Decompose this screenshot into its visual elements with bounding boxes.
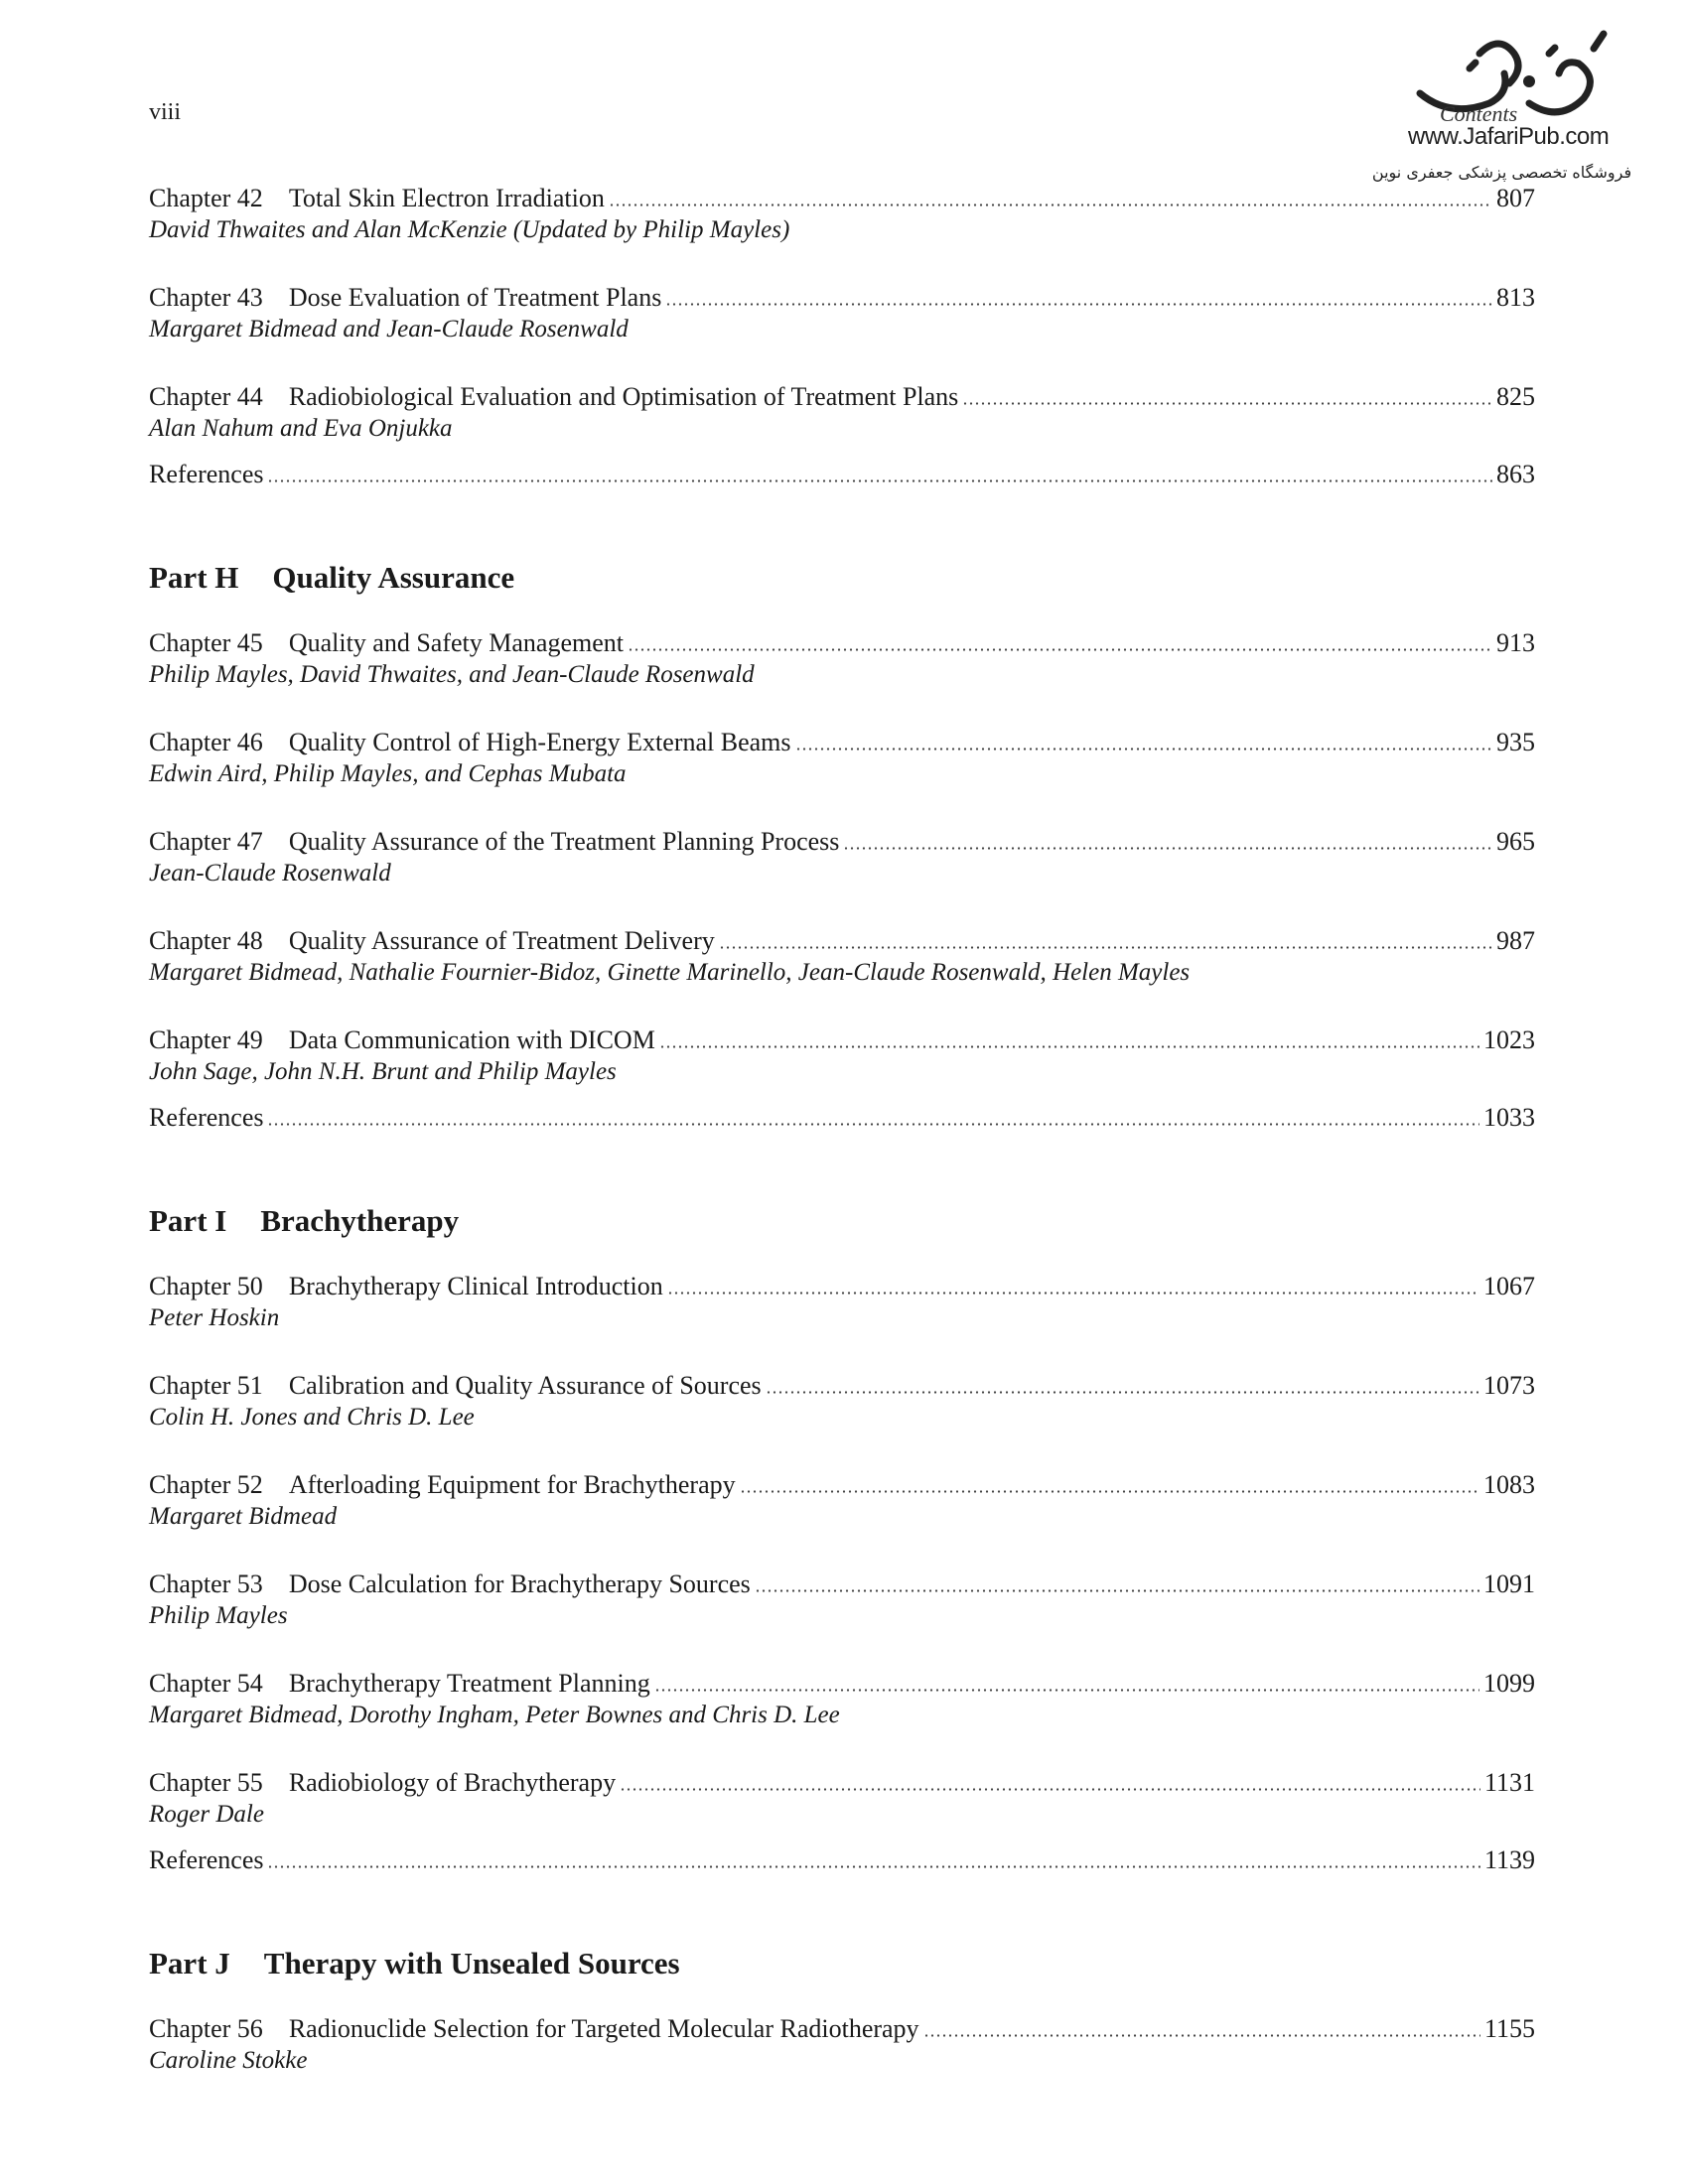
chapter-title: Dose Evaluation of Treatment Plans [288,283,662,312]
page-ref: 1073 [1483,1371,1535,1400]
chapter-title: Quality Control of High-Energy External Beams [288,728,791,756]
dot-leader [667,1292,1479,1295]
publisher-url: www.JafariPub.com [1408,123,1610,150]
toc-references-h [149,1102,1535,1134]
page-ref: 1139 [1483,1845,1535,1874]
dot-leader [628,648,1492,651]
chapter-number: Chapter 56 [149,2014,263,2043]
chapter-number: Chapter 46 [149,728,263,756]
part-title: Brachytherapy [260,1203,460,1238]
page-ref: 1033 [1483,1103,1535,1132]
page-ref: 1023 [1483,1025,1535,1054]
chapter-number: Chapter 44 [149,382,263,411]
page-ref: 1099 [1483,1669,1535,1698]
chapter-title: Calibration and Quality Assurance of Sources [288,1371,762,1400]
dot-leader [923,2034,1480,2037]
chapter-number: Chapter 52 [149,1470,263,1499]
dot-leader [654,1689,1479,1692]
publisher-watermark [1370,24,1668,193]
chapter-authors: Philip Mayles [149,1602,288,1629]
chapter-authors: Caroline Stokke [149,2047,308,2074]
dot-leader [267,1123,1479,1126]
dot-leader [755,1589,1479,1592]
toc-entry-chapter-55 [149,1767,1535,1831]
chapter-number: Chapter 43 [149,283,263,312]
chapter-title: Quality and Safety Management [288,628,624,657]
chapter-authors: John Sage, John N.H. Brunt and Philip Mayles [149,1058,617,1085]
chapter-title: Radionuclide Selection for Targeted Molecular Radiotherapy [288,2014,919,2043]
page-ref: 987 [1496,926,1535,955]
part-heading-h [149,560,1535,596]
chapter-title: Data Communication with DICOM [288,1025,655,1054]
page-ref: 1083 [1483,1470,1535,1499]
dot-leader [665,303,1492,306]
table-of-contents [149,183,1535,2113]
part-title: Quality Assurance [272,560,515,595]
chapter-number: Chapter 49 [149,1025,263,1054]
dot-leader [719,946,1492,949]
part-heading-j [149,1946,1535,1981]
page-ref: 965 [1496,827,1535,856]
chapter-authors: Margaret Bidmead and Jean-Claude Rosenwald [149,316,629,342]
chapter-title: Dose Calculation for Brachytherapy Sources [288,1570,751,1598]
dot-leader [843,847,1492,850]
chapter-authors: Philip Mayles, David Thwaites, and Jean-Claude Rosenwald [149,661,755,688]
chapter-title: Radiobiology of Brachytherapy [288,1768,617,1797]
page-ref: 935 [1496,728,1535,756]
toc-entry-chapter-54 [149,1668,1535,1731]
part-label: Part J [149,1946,230,1980]
part-heading-i [149,1203,1535,1239]
running-header: Contents [1440,101,1518,126]
page-ref: 807 [1496,184,1535,212]
page-ref: 913 [1496,628,1535,657]
chapter-number: Chapter 47 [149,827,263,856]
toc-references-g [149,459,1535,490]
part-label: Part H [149,560,239,595]
chapter-title: Quality Assurance of Treatment Delivery [288,926,715,955]
toc-entry-chapter-45 [149,627,1535,691]
chapter-authors: Peter Hoskin [149,1304,280,1331]
page-ref: 825 [1496,382,1535,411]
dot-leader [795,748,1492,751]
toc-entry-chapter-49 [149,1024,1535,1088]
references-label: References [149,460,264,488]
chapter-number: Chapter 51 [149,1371,263,1400]
dot-leader [659,1045,1479,1048]
chapter-title: Radiobiological Evaluation and Optimisation of Treatment Plans [288,382,959,411]
dot-leader [267,1865,1479,1868]
page-ref: 1067 [1483,1272,1535,1300]
page-ref: 1131 [1483,1768,1535,1797]
chapter-authors: Colin H. Jones and Chris D. Lee [149,1404,475,1431]
chapter-title: Quality Assurance of the Treatment Planning Process [288,827,840,856]
page-ref: 813 [1496,283,1535,312]
publisher-store-name: فروشگاه تخصصی پزشکی جعفری نوین [1371,163,1632,182]
chapter-title: Brachytherapy Clinical Introduction [288,1272,663,1300]
chapter-number: Chapter 48 [149,926,263,955]
toc-entry-chapter-47 [149,826,1535,889]
toc-entry-chapter-48 [149,925,1535,989]
dot-leader [962,402,1492,405]
references-label: References [149,1845,264,1874]
page-number: viii [149,99,182,125]
chapter-authors: Edwin Aird, Philip Mayles, and Cephas Mubata [149,760,627,787]
chapter-authors: David Thwaites and Alan McKenzie (Updated by Philip Mayles) [149,216,790,243]
chapter-authors: Margaret Bidmead, Nathalie Fournier-Bidoz, Ginette Marinello, Jean-Claude Rosenwald, Helen Mayles [149,959,1191,986]
chapter-authors: Margaret Bidmead [149,1503,338,1530]
chapter-authors: Roger Dale [149,1801,264,1828]
toc-entry-chapter-50 [149,1271,1535,1334]
chapter-authors: Alan Nahum and Eva Onjukka [149,415,453,442]
page-ref: 863 [1496,460,1535,488]
chapter-number: Chapter 55 [149,1768,263,1797]
dot-leader [620,1788,1480,1791]
toc-entry-chapter-44 [149,381,1535,445]
chapter-number: Chapter 50 [149,1272,263,1300]
dot-leader [609,204,1492,206]
dot-leader [740,1490,1479,1493]
chapter-number: Chapter 42 [149,184,263,212]
chapter-number: Chapter 45 [149,628,263,657]
dot-leader [267,479,1492,482]
chapter-authors: Margaret Bidmead, Dorothy Ingham, Peter Bownes and Chris D. Lee [149,1702,840,1728]
chapter-authors: Jean-Claude Rosenwald [149,860,391,887]
toc-entry-chapter-53 [149,1569,1535,1632]
toc-entry-chapter-56 [149,2013,1535,2077]
chapter-title: Brachytherapy Treatment Planning [288,1669,650,1698]
references-label: References [149,1103,264,1132]
toc-entry-chapter-42 [149,183,1535,246]
part-title: Therapy with Unsealed Sources [263,1946,680,1980]
chapter-number: Chapter 53 [149,1570,263,1598]
chapter-number: Chapter 54 [149,1669,263,1698]
toc-entry-chapter-43 [149,282,1535,345]
page-ref: 1091 [1483,1570,1535,1598]
toc-entry-chapter-46 [149,727,1535,790]
part-label: Part I [149,1203,227,1238]
chapter-title: Total Skin Electron Irradiation [288,184,605,212]
page-ref: 1155 [1483,2014,1535,2043]
dot-leader [766,1391,1479,1394]
toc-entry-chapter-51 [149,1370,1535,1433]
toc-references-i [149,1844,1535,1876]
chapter-title: Afterloading Equipment for Brachytherapy [288,1470,736,1499]
toc-entry-chapter-52 [149,1469,1535,1533]
